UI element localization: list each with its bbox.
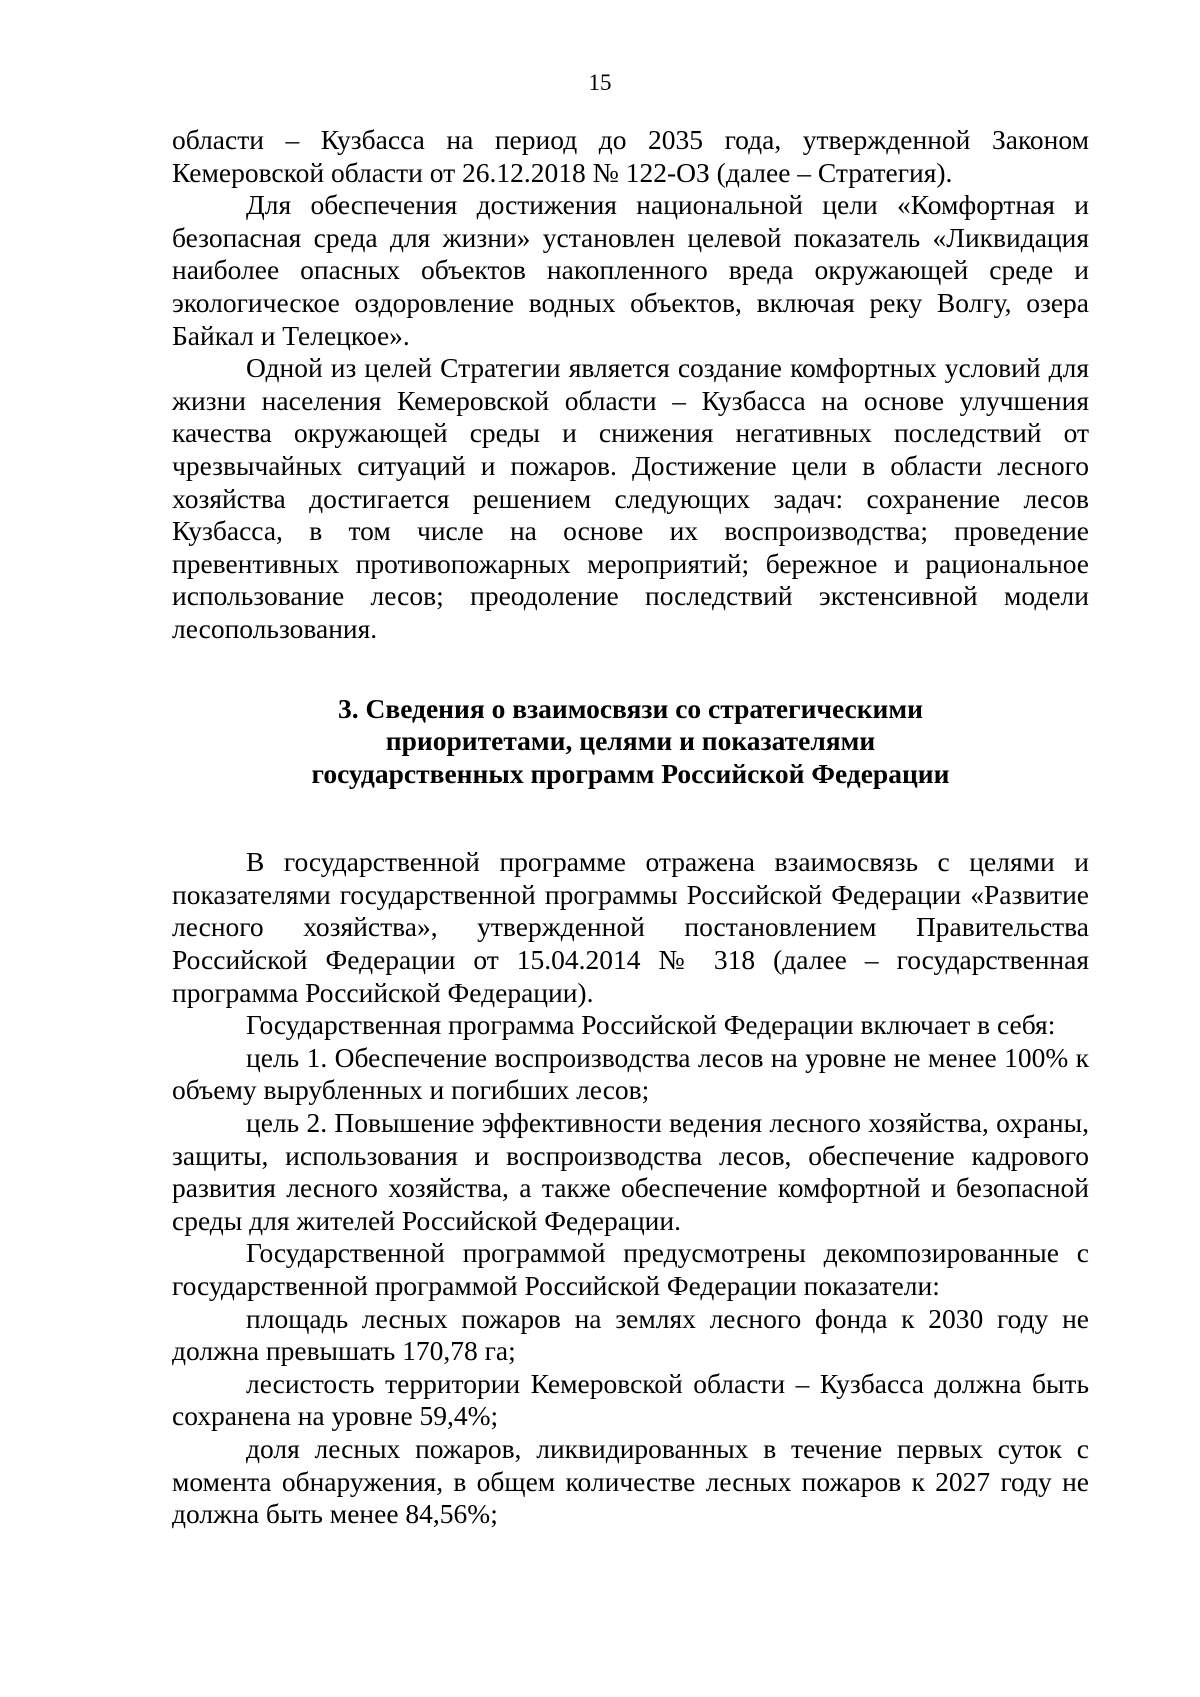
paragraph-program-includes: Государственная программа Российской Федерации включает в себя: <box>246 1009 1056 1041</box>
paragraph-goal-1: цель 1. Обеспечение воспроизводства лесов на уровне не менее 100% к объему вырубленных и погибших лесов; <box>172 1041 1089 1106</box>
paragraph-indicator-fire-area: площадь лесных пожаров на землях лесного фонда к 2030 году не должна превышать 170,78 га; <box>172 1302 1089 1367</box>
continuation-paragraph: области – Кузбасса на период до 2035 года, утвержденной Законом Кемеровской области от 26.12.2018 № 122-ОЗ (далее – Стратегия). <box>172 124 1089 188</box>
paragraph-indicator-fire-share: доля лесных пожаров, ликвидированных в течение первых суток с момента обнаружения, в общем количестве лесных пожаров к 2027 году не должна быть менее 84,56%; <box>172 1432 1089 1530</box>
paragraph-national-goal: Для обеспечения достижения национальной цели «Комфортная и безопасная среда для жизни» установлен целевой показатель «Ликвидация наиболее опасных объектов накопленного вреда окружающей среде и экологическое оздоровление водных объектов, включая реку Волгу, озера Байкал и Телецкое». <box>172 189 1089 351</box>
section-heading-line: государственных программ Российской Федерации <box>311 757 950 789</box>
section-heading <box>172 693 1089 791</box>
section-heading-line: приоритетами, целями и показателями <box>385 725 876 757</box>
page-body <box>172 124 1089 1531</box>
paragraph-program-link: В государственной программе отражена взаимосвязь с целями и показателями государственной программы Российской Федерации «Развитие лесного хозяйства», утвержденной постановлением Правительства Российской Федерации от 15.04.2014 № 318 (далее – государственная программа Российской Федерации). <box>172 846 1089 1008</box>
paragraph-indicator-forest-cover: лесистость территории Кемеровской области – Кузбасса должна быть сохранена на уровне 59,4%; <box>172 1367 1089 1432</box>
paragraph-indicators-intro: Государственной программой предусмотрены декомпозированные с государственной программой Российской Федерации показатели: <box>172 1237 1089 1301</box>
paragraph-strategy-goals: Одной из целей Стратегии является создание комфортных условий для жизни населения Кемеровской области – Кузбасса на основе улучшения качества окружающей среды и снижения негативных последствий от чрезвычайных ситуаций и пожаров. Достижение цели в области лесного хозяйства достигается решением следующих задач: сохранение лесов Кузбасса, в том числе на основе их воспроизводства; проведение превентивных противопожарных мероприятий; бережное и рациональное использование лесов; преодоление последствий экстенсивной модели лесопользования. <box>172 352 1089 644</box>
section-heading-line: 3. Сведения о взаимосвязи со стратегическими <box>338 692 923 724</box>
page-number: 15 <box>588 70 612 95</box>
paragraph-goal-2: цель 2. Повышение эффективности ведения лесного хозяйства, охраны, защиты, использования и воспроизводства лесов, обеспечение кадрового развития лесного хозяйства, а также обеспечение комфортной и безопасной среды для жителей Российской Федерации. <box>172 1107 1089 1236</box>
